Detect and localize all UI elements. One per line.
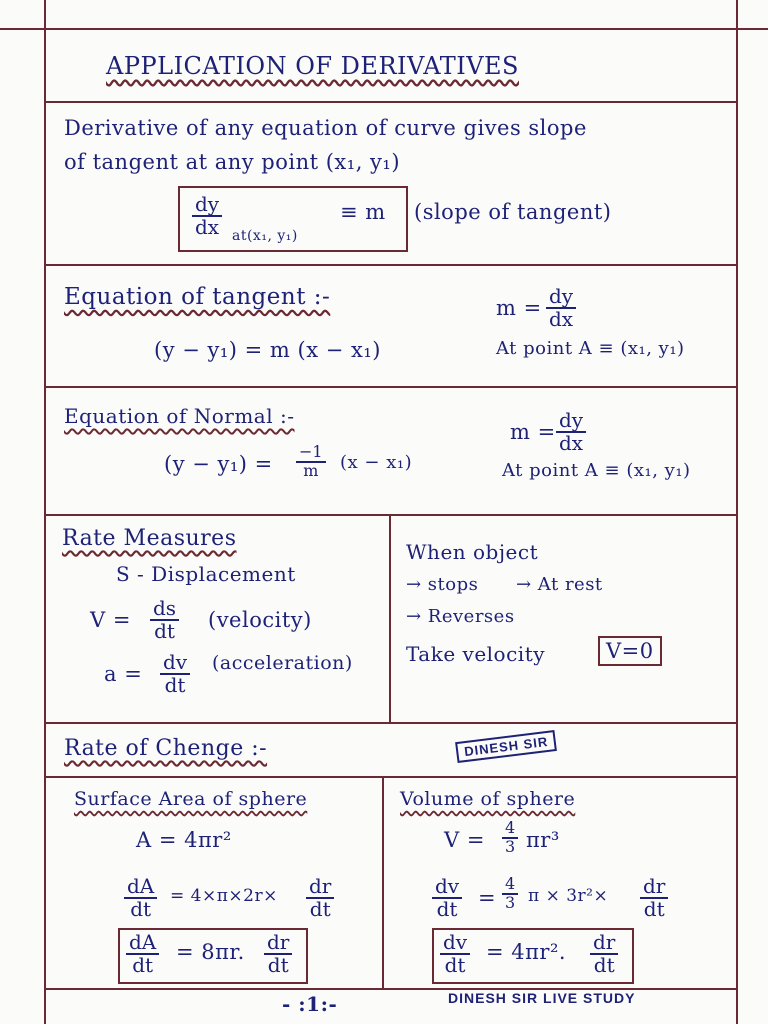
acceleration-a-label: a =: [104, 662, 143, 686]
when-object-text: When object: [406, 540, 539, 564]
volume-result-num: dv: [440, 932, 470, 955]
volume-result-middle: = 4πr².: [486, 940, 567, 964]
normal-heading: Equation of Normal :-: [64, 404, 295, 428]
volume-coefficient-fraction: [502, 820, 518, 856]
volume-dr-den: dt: [643, 897, 665, 921]
volume-result-dr-fraction: [590, 932, 618, 976]
surface-result-dr-den: dt: [267, 953, 289, 977]
surface-dA-den: dt: [130, 897, 152, 921]
acceleration-den: dt: [164, 673, 186, 697]
divider-rate-measures: [44, 722, 738, 724]
slope-den: dx: [195, 215, 220, 239]
page-number: - :1:-: [282, 992, 338, 1016]
velocity-num: ds: [150, 598, 179, 621]
volume-dr-fraction: [640, 876, 668, 920]
surface-result-dr-num: dr: [264, 932, 292, 955]
volume-k-den: 3: [505, 892, 516, 912]
volume-dr-num: dr: [640, 876, 668, 899]
volume-coef-den: 3: [505, 836, 516, 856]
normal-m-label: m =: [510, 420, 556, 444]
volume-dv-fraction: [432, 876, 462, 920]
volume-result-dv-fraction: [440, 932, 470, 976]
surface-dA-num: dA: [124, 876, 157, 899]
surface-dA-fraction: [124, 876, 157, 920]
normal-m-num: dy: [556, 410, 586, 433]
normal-coefficient-fraction: [296, 444, 326, 480]
divider-tangent: [44, 386, 738, 388]
tangent-m-den: dx: [549, 307, 574, 331]
tangent-m-label: m =: [496, 296, 542, 320]
surface-derivative-middle: = 4×π×2r×: [170, 886, 278, 906]
normal-coef-den: m: [303, 460, 319, 480]
normal-eq-left: (y − y₁) =: [164, 452, 273, 476]
left-margin-line: [44, 0, 46, 1024]
velocity-fraction: [150, 598, 179, 642]
dinesh-sir-stamp: DINESH SIR: [455, 730, 557, 763]
intro-line-1: Derivative of any equation of curve gives slope: [64, 116, 587, 140]
surface-dr-den: dt: [309, 897, 331, 921]
stops-text: → stops: [406, 574, 479, 595]
surface-result-middle: = 8πr.: [176, 940, 245, 964]
surface-result-dr-fraction: [264, 932, 292, 976]
volume-result-dr-num: dr: [590, 932, 618, 955]
intro-line-2: of tangent at any point (x₁, y₁): [64, 150, 401, 174]
page-title: APPLICATION OF DERIVATIVES: [106, 52, 519, 80]
velocity-zero-box: V=0: [598, 636, 662, 666]
reverses-text: → Reverses: [406, 606, 515, 627]
right-margin-line: [736, 0, 738, 1024]
surface-result-den: dt: [132, 953, 154, 977]
acceleration-num: dv: [160, 652, 190, 675]
volume-formula-left: V =: [444, 828, 485, 852]
volume-k-fraction: [502, 876, 518, 912]
surface-area-heading: Surface Area of sphere: [74, 788, 308, 810]
at-rest-text: → At rest: [516, 574, 603, 595]
rate-change-heading: Rate of Chenge :-: [64, 736, 268, 761]
tangent-m-fraction: [546, 286, 576, 330]
rate-measures-heading: Rate Measures: [62, 526, 237, 551]
tangent-equation: (y − y₁) = m (x − x₁): [154, 338, 381, 362]
slope-derivative-fraction: [192, 194, 222, 238]
normal-m-fraction: [556, 410, 586, 454]
normal-m-den: dx: [559, 431, 584, 455]
top-border-line: [0, 28, 768, 30]
surface-result-dA-fraction: [126, 932, 159, 976]
volume-heading: Volume of sphere: [400, 788, 576, 810]
volume-derivative-middle: π × 3r²×: [528, 886, 609, 906]
volume-k-num: 4: [502, 876, 518, 895]
volume-dv-den: dt: [436, 897, 458, 921]
surface-dr-num: dr: [306, 876, 334, 899]
surface-area-formula: A = 4πr²: [136, 828, 232, 852]
volume-derivative-eq: =: [478, 886, 497, 910]
normal-point: At point A ≡ (x₁, y₁): [502, 460, 691, 481]
acceleration-note: (acceleration): [212, 652, 353, 674]
slope-note: (slope of tangent): [414, 200, 612, 224]
normal-coef-num: −1: [296, 444, 326, 463]
tangent-m-num: dy: [546, 286, 576, 309]
slope-equivalence: ≡ m: [340, 200, 386, 224]
tangent-point: At point A ≡ (x₁, y₁): [496, 338, 685, 359]
footer-credit: DINESH SIR LIVE STUDY: [448, 990, 636, 1006]
velocity-v-label: V =: [90, 608, 131, 632]
volume-formula-right: πr³: [526, 828, 560, 852]
slope-subscript: at(x₁, y₁): [232, 228, 298, 244]
velocity-den: dt: [154, 619, 175, 643]
take-velocity-text: Take velocity: [406, 642, 546, 666]
displacement-label: S - Displacement: [116, 562, 296, 586]
divider-normal: [44, 514, 738, 516]
divider-rate-measures-vertical: [389, 514, 391, 722]
volume-dv-num: dv: [432, 876, 462, 899]
slope-num: dy: [192, 194, 222, 217]
divider-intro: [44, 264, 738, 266]
volume-result-den: dt: [444, 953, 466, 977]
divider-sphere-vertical: [382, 776, 384, 988]
divider-rate-change: [44, 776, 738, 778]
acceleration-fraction: [160, 652, 190, 696]
tangent-heading: Equation of tangent :-: [64, 284, 331, 310]
velocity-note: (velocity): [208, 608, 312, 632]
volume-result-dr-den: dt: [593, 953, 615, 977]
volume-coef-num: 4: [502, 820, 518, 839]
surface-result-num: dA: [126, 932, 159, 955]
divider-title: [44, 101, 738, 103]
normal-eq-right: (x − x₁): [340, 452, 413, 473]
surface-dr-fraction: [306, 876, 334, 920]
